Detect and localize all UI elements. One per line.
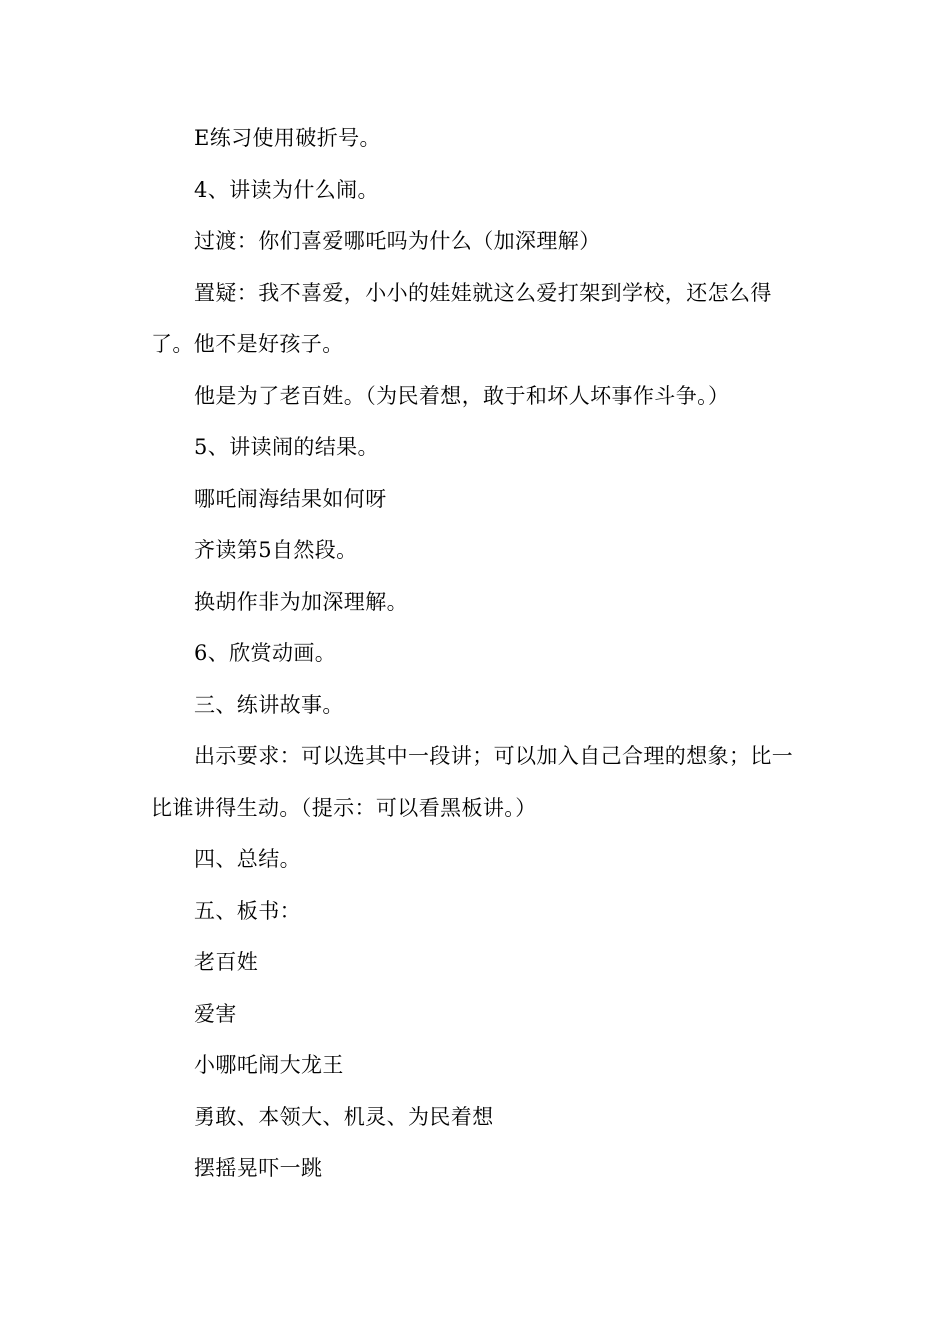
- board-line-1: 老百姓: [194, 950, 259, 974]
- paragraph-step-4: 4、讲读为什么闹。: [194, 177, 379, 202]
- paragraph-read-aloud: 齐读第5自然段。: [194, 538, 358, 562]
- paragraph-requirements: 出示要求：可以选其中一段讲；可以加入自己合理的想象；比一比谁讲得生动。（提示：可以看黑板讲。）: [151, 744, 794, 820]
- board-line-2: 爱害: [194, 1001, 237, 1026]
- document-body: [151, 113, 811, 1195]
- board-line-3: 小哪吒闹大龙王: [194, 1053, 344, 1077]
- paragraph-transition: 过渡：你们喜爱哪吒吗为什么（加深理解）: [194, 229, 601, 253]
- section-heading-5: 五、板书：: [194, 898, 301, 923]
- paragraph-step-5: 5、讲读闹的结果。: [194, 435, 379, 459]
- board-line-5: 摆摇晃吓一跳: [194, 1156, 323, 1180]
- paragraph-question: 置疑：我不喜爱，小小的娃娃就这么爱打架到学校，还怎么得了。他不是好孩子。: [151, 280, 772, 356]
- section-heading-4: 四、总结。: [194, 847, 301, 871]
- paragraph-result-question: 哪吒闹海结果如何呀: [194, 486, 387, 511]
- paragraph-step-6: 6、欣赏动画。: [194, 641, 337, 665]
- paragraph-practice-dash: E练习使用破折号。: [194, 126, 381, 150]
- paragraph-deepen: 换胡作非为加深理解。: [194, 589, 408, 614]
- paragraph-answer: 他是为了老百姓。（为民着想，敢于和坏人坏事作斗争。）: [194, 383, 730, 408]
- section-heading-3: 三、练讲故事。: [194, 692, 344, 717]
- board-line-4: 勇敢、本领大、机灵、为民着想: [194, 1104, 494, 1129]
